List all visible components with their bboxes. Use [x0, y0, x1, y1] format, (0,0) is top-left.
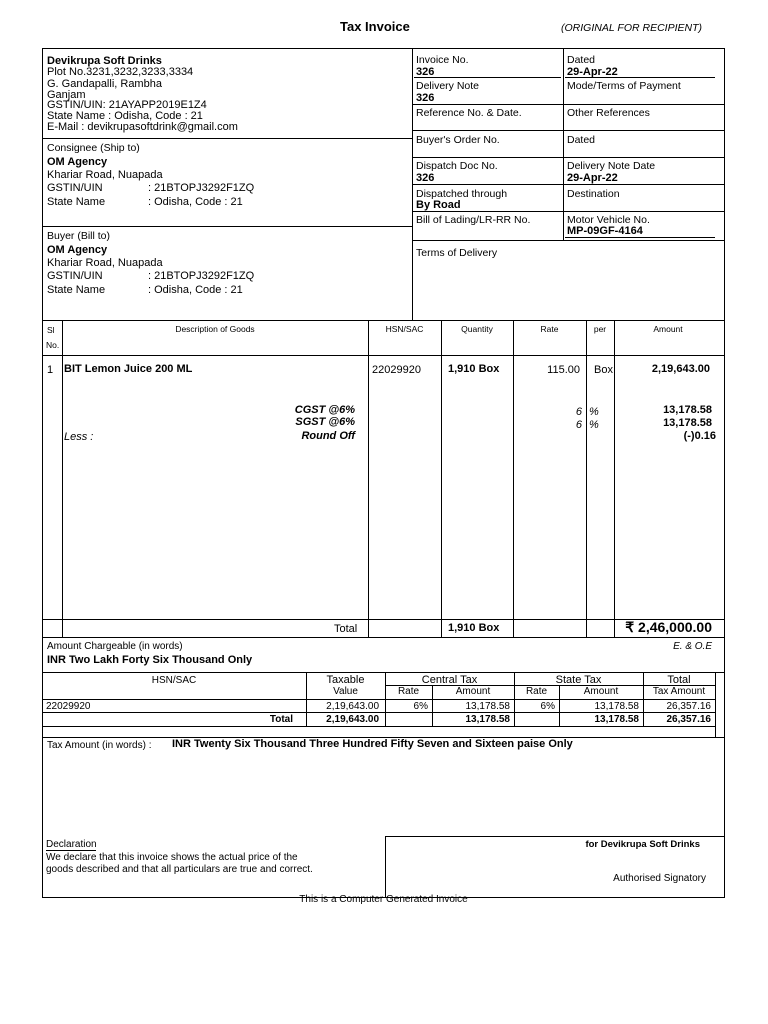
- tax-total-total: 26,357.16: [666, 714, 711, 725]
- buyer-address: Khariar Road, Nuapada: [47, 257, 163, 269]
- motor-vehicle-label: Motor Vehicle No.: [567, 214, 650, 226]
- consignee-gstin-label: GSTIN/UIN: [47, 182, 103, 194]
- divider: [715, 672, 716, 737]
- dispatch-doc-label: Dispatch Doc No.: [416, 160, 498, 172]
- item-quantity: 1,910 Box: [448, 363, 500, 375]
- terms-of-delivery-label: Terms of Delivery: [416, 247, 498, 259]
- declaration-heading: Declaration: [46, 839, 97, 850]
- seller-name: Devikrupa Soft Drinks: [47, 55, 162, 67]
- central-rate-header: Rate: [397, 686, 420, 697]
- delivery-note-date-label: Delivery Note Date: [567, 160, 656, 172]
- tax-row-central-amount: 13,178.58: [465, 701, 510, 712]
- dated-label: Dated: [567, 54, 596, 66]
- delivery-note-label: Delivery Note: [416, 80, 480, 92]
- divider: [586, 320, 587, 637]
- hsn-header: HSN/SAC: [385, 324, 424, 334]
- item-description: BIT Lemon Juice 200 ML: [64, 363, 193, 375]
- cgst-rate: 6: [575, 406, 582, 418]
- mode-terms-label: Mode/Terms of Payment: [567, 80, 681, 92]
- cgst-label: CGST @6%: [294, 404, 355, 416]
- divider: [42, 138, 412, 139]
- dated-value: 29-Apr-22: [567, 66, 618, 78]
- total-label: Total: [334, 623, 358, 635]
- sgst-rate: 6: [575, 419, 582, 431]
- dated2-label: Dated: [567, 134, 596, 146]
- invoice-no-label: Invoice No.: [416, 54, 469, 66]
- divider: [412, 211, 725, 212]
- divider: [42, 320, 725, 321]
- round-off-label: Round Off: [301, 430, 355, 442]
- divider: [565, 237, 715, 238]
- seller-email: E-Mail : devikrupasoftdrink@gmail.com: [47, 121, 238, 133]
- dispatch-doc-value: 326: [416, 172, 435, 184]
- dispatched-through-label: Dispatched through: [416, 188, 508, 200]
- description-header: Description of Goods: [175, 324, 255, 334]
- rate-header: Rate: [540, 324, 559, 334]
- divider: [42, 226, 412, 227]
- consignee-address: Khariar Road, Nuapada: [47, 169, 163, 181]
- taxable-header: Value: [333, 686, 358, 697]
- sl-header: Sl: [47, 325, 55, 335]
- total-tax-header: Total: [667, 674, 691, 686]
- destination-label: Destination: [567, 188, 620, 200]
- divider: [42, 712, 715, 713]
- divider: [412, 184, 725, 185]
- seller-address-line: Plot No.3231,3232,3233,3334: [47, 66, 194, 78]
- tax-words-label: Tax Amount (in words) :: [47, 740, 152, 751]
- divider: [42, 672, 725, 673]
- tax-row-state-rate: 6%: [540, 701, 555, 712]
- item-amount: 2,19,643.00: [651, 363, 710, 375]
- consignee-state-label: State Name: [47, 196, 106, 208]
- amount-words-label: Amount Chargeable (in words): [47, 641, 183, 652]
- seller-state: State Name : Odisha, Code : 21: [47, 110, 203, 122]
- item-per: Box: [594, 364, 613, 376]
- other-references-label: Other References: [567, 107, 650, 119]
- consignee-gstin-value: : 21BTOPJ3292F1ZQ: [148, 182, 255, 194]
- sgst-amount: 13,178.58: [663, 417, 712, 429]
- total-amount: ₹ 2,46,000.00: [625, 619, 712, 635]
- central-tax-header: Central Tax: [421, 674, 478, 686]
- consignee-name: OM Agency: [47, 156, 108, 168]
- seller-address-line: G. Gandapalli, Rambha: [47, 78, 162, 90]
- sgst-percent: %: [589, 419, 599, 431]
- tax-row-central-rate: 6%: [413, 701, 428, 712]
- divider: [414, 77, 561, 78]
- dispatched-through-value: By Road: [416, 199, 461, 211]
- divider: [42, 637, 725, 638]
- authorised-signatory-label: Authorised Signatory: [613, 873, 706, 884]
- divider: [42, 726, 715, 727]
- cgst-percent: %: [589, 406, 599, 418]
- buyer-state-label: State Name: [47, 284, 106, 296]
- divider: [42, 699, 715, 700]
- tax-total-central-amount: 13,178.58: [465, 714, 510, 725]
- item-rate: 115.00: [547, 364, 580, 376]
- item-sl: 1: [47, 364, 54, 376]
- state-rate-header: Rate: [525, 686, 548, 697]
- quantity-header: Quantity: [461, 324, 493, 334]
- consignee-state-value: : Odisha, Code : 21: [148, 196, 243, 208]
- declaration-text: goods described and that all particulars are true and correct.: [46, 864, 313, 875]
- less-label: Less :: [64, 431, 94, 443]
- per-header: per: [593, 324, 607, 334]
- buyers-order-label: Buyer's Order No.: [416, 134, 500, 146]
- tax-total-taxable: 2,19,643.00: [326, 714, 379, 725]
- tax-row-taxable: 2,19,643.00: [326, 701, 379, 712]
- buyer-heading: Buyer (Bill to): [47, 230, 111, 242]
- total-tax-header: Tax Amount: [652, 686, 706, 697]
- item-hsn: 22029920: [372, 364, 421, 376]
- amount-header: Amount: [653, 324, 683, 334]
- divider: [385, 836, 725, 837]
- divider: [62, 320, 63, 637]
- copy-label: (ORIGINAL FOR RECIPIENT): [561, 22, 702, 34]
- round-off-amount: (-)0.16: [683, 430, 716, 442]
- hsn-sac-header: HSN/SAC: [151, 675, 197, 686]
- buyer-gstin-label: GSTIN/UIN: [47, 270, 103, 282]
- divider: [46, 850, 96, 851]
- footer-note: This is a Computer Generated Invoice: [299, 894, 468, 905]
- central-amount-header: Amount: [455, 686, 491, 697]
- taxable-header: Taxable: [326, 674, 365, 686]
- tax-row-hsn: 22029920: [46, 701, 91, 712]
- delivery-note-date-value: 29-Apr-22: [567, 172, 618, 184]
- invoice-title: Tax Invoice: [340, 19, 410, 34]
- divider: [412, 104, 725, 105]
- tax-words-value: INR Twenty Six Thousand Three Hundred Fifty Seven and Sixteen paise Only: [172, 738, 573, 750]
- divider: [368, 320, 369, 637]
- consignee-heading: Consignee (Ship to): [47, 142, 140, 154]
- sl-header: No.: [46, 340, 60, 350]
- tax-row-total: 26,357.16: [666, 701, 711, 712]
- state-amount-header: Amount: [583, 686, 619, 697]
- declaration-text: We declare that this invoice shows the actual price of the: [46, 852, 298, 863]
- motor-vehicle-value: MP-09GF-4164: [567, 225, 643, 237]
- divider: [42, 355, 725, 356]
- delivery-note-value: 326: [416, 92, 435, 104]
- total-quantity: 1,910 Box: [448, 622, 500, 634]
- amount-words-value: INR Two Lakh Forty Six Thousand Only: [47, 654, 253, 666]
- eoe-label: E. & O.E: [673, 641, 712, 652]
- buyer-name: OM Agency: [47, 244, 108, 256]
- for-company-label: for Devikrupa Soft Drinks: [585, 839, 700, 850]
- divider: [412, 157, 725, 158]
- state-tax-header: State Tax: [555, 674, 602, 686]
- buyer-gstin-value: : 21BTOPJ3292F1ZQ: [148, 270, 255, 282]
- tax-row-state-amount: 13,178.58: [594, 701, 639, 712]
- invoice-no-value: 326: [416, 66, 435, 78]
- buyer-state-value: : Odisha, Code : 21: [148, 284, 243, 296]
- sgst-label: SGST @6%: [295, 416, 355, 428]
- reference-label: Reference No. & Date.: [416, 107, 522, 119]
- divider: [412, 130, 725, 131]
- divider: [385, 836, 386, 898]
- tax-total-state-amount: 13,178.58: [594, 714, 639, 725]
- bill-of-lading-label: Bill of Lading/LR-RR No.: [416, 214, 531, 226]
- divider: [441, 320, 442, 637]
- seller-gstin: GSTIN/UIN: 21AYAPP2019E1Z4: [47, 99, 207, 111]
- seller-address-line: Ganjam: [47, 89, 86, 101]
- tax-total-label: Total: [269, 714, 293, 725]
- cgst-amount: 13,178.58: [663, 404, 712, 416]
- divider: [412, 240, 725, 241]
